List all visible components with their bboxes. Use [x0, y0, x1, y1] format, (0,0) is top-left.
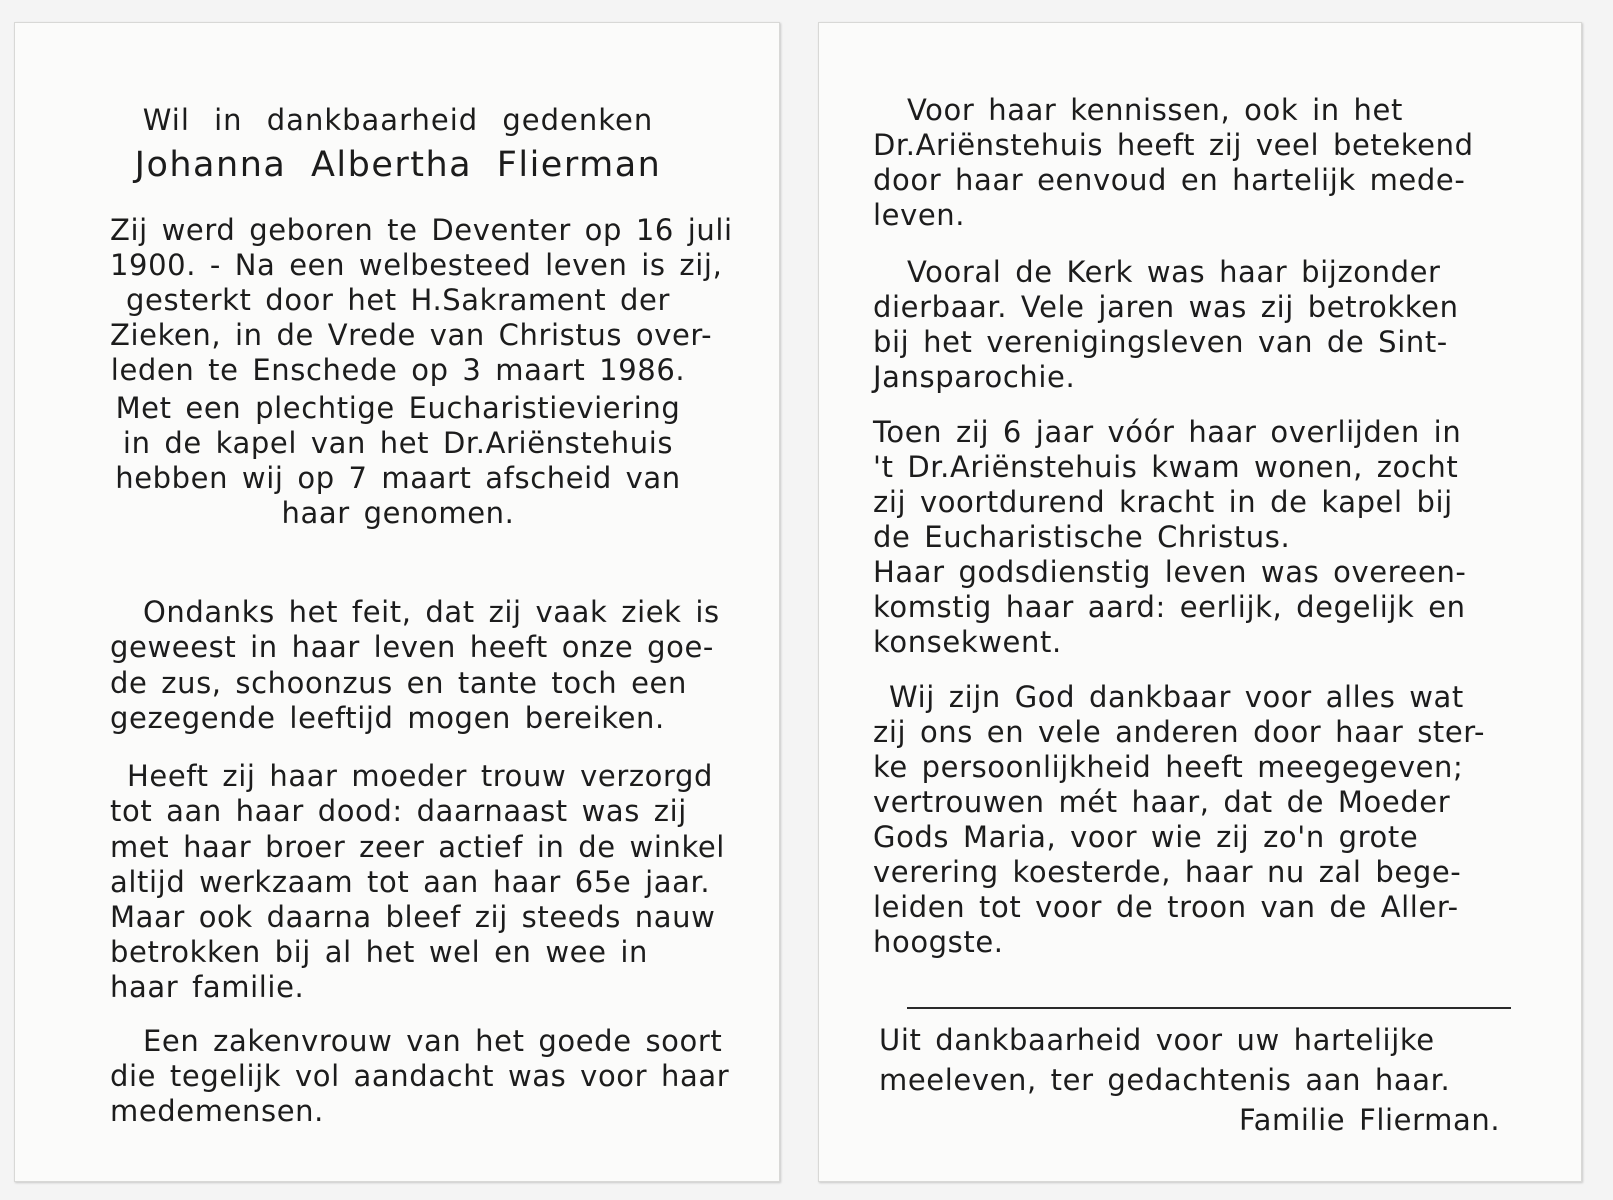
paragraph-line: zij ons en vele anderen door haar ster-	[873, 715, 1486, 749]
thanks-line: meeleven, ter gedachtenis aan haar.	[879, 1063, 1451, 1097]
paragraph-line: Haar godsdienstig leven was overeen-	[873, 555, 1467, 589]
intro-line: Met een plechtige Eucharistieviering	[115, 391, 681, 425]
intro-line: 1900. - Na een welbesteed leven is zij,	[110, 248, 723, 282]
paragraph-line: Toen zij 6 jaar vóór haar overlijden in	[873, 415, 1462, 449]
paragraph-line: vertrouwen mét haar, dat de Moeder	[873, 785, 1451, 819]
paragraph-line: door haar eenvoud en hartelijk mede-	[873, 163, 1466, 197]
family-signature: Familie Flierman.	[1239, 1103, 1501, 1137]
paragraph-line: Wij zijn God dankbaar voor alles wat	[889, 680, 1464, 714]
paragraph-line: met haar broer zeer actief in de winkel	[110, 830, 725, 864]
paragraph-line: dierbaar. Vele jaren was zij betrokken	[873, 290, 1459, 324]
intro-line: hebben wij op 7 maart afscheid van	[115, 461, 681, 495]
paragraph-line: Dr.Ariënstehuis heeft zij veel betekend	[873, 128, 1474, 162]
paragraph-line: Maar ook daarna bleef zij steeds nauw	[110, 900, 716, 934]
paragraph-line: 't Dr.Ariënstehuis kwam wonen, zocht	[873, 450, 1459, 484]
paragraph-line: hoogste.	[873, 925, 1004, 959]
intro-line: Zij werd geboren te Deventer op 16 juli	[110, 213, 733, 247]
paragraph-line: verering koesterde, haar nu zal bege-	[873, 855, 1462, 889]
memorial-card-back	[818, 22, 1582, 1182]
paragraph-line: Een zakenvrouw van het goede soort	[143, 1024, 723, 1058]
intro-line: haar genomen.	[281, 496, 515, 530]
separator-rule	[907, 1007, 1511, 1009]
paragraph-line: geweest in haar leven heeft onze goe-	[110, 630, 714, 664]
paragraph-line: gezegende leeftijd mogen bereiken.	[110, 701, 665, 735]
paragraph-line: komstig haar aard: eerlijk, degelijk en	[873, 590, 1466, 624]
paragraph-line: konsekwent.	[873, 625, 1062, 659]
paragraph-line: betrokken bij al het wel en wee in	[110, 935, 648, 969]
deceased-name: Johanna Albertha Flierman	[134, 145, 662, 185]
paragraph-line: de Eucharistische Christus.	[873, 520, 1291, 554]
paragraph-line: Jansparochie.	[873, 360, 1076, 394]
card-heading: Wil in dankbaarheid gedenken	[142, 103, 654, 137]
intro-line: leden te Enschede op 3 maart 1986.	[110, 353, 686, 387]
paragraph-line: leiden tot voor de troon van de Aller-	[873, 890, 1459, 924]
thanks-line: Uit dankbaarheid voor uw hartelijke	[879, 1023, 1435, 1057]
paragraph-line: Vooral de Kerk was haar bijzonder	[907, 255, 1441, 289]
paragraph-line: Heeft zij haar moeder trouw verzorgd	[127, 759, 714, 793]
paragraph-line: Ondanks het feit, dat zij vaak ziek is	[143, 595, 720, 629]
paragraph-line: tot aan haar dood: daarnaast was zij	[110, 794, 687, 828]
intro-line: Zieken, in de Vrede van Christus over-	[110, 318, 713, 352]
paragraph-line: leven.	[873, 198, 966, 232]
paragraph-line: zij voortdurend kracht in de kapel bij	[873, 485, 1453, 519]
intro-line: gesterkt door het H.Sakrament der	[126, 283, 670, 317]
intro-line: in de kapel van het Dr.Ariënstehuis	[122, 426, 674, 460]
paragraph-line: altijd werkzaam tot aan haar 65e jaar.	[110, 865, 711, 899]
paragraph-line: die tegelijk vol aandacht was voor haar	[110, 1059, 730, 1093]
paragraph-line: bij het verenigingsleven van de Sint-	[873, 325, 1448, 359]
paragraph-line: haar familie.	[110, 970, 305, 1004]
paragraph-line: Gods Maria, voor wie zij zo'n grote	[873, 820, 1419, 854]
paragraph-line: ke persoonlijkheid heeft meegegeven;	[873, 750, 1464, 784]
memorial-card-front	[14, 22, 780, 1182]
paragraph-line: medemensen.	[110, 1094, 324, 1128]
paragraph-line: Voor haar kennissen, ook in het	[907, 93, 1403, 127]
paragraph-line: de zus, schoonzus en tante toch een	[110, 666, 687, 700]
